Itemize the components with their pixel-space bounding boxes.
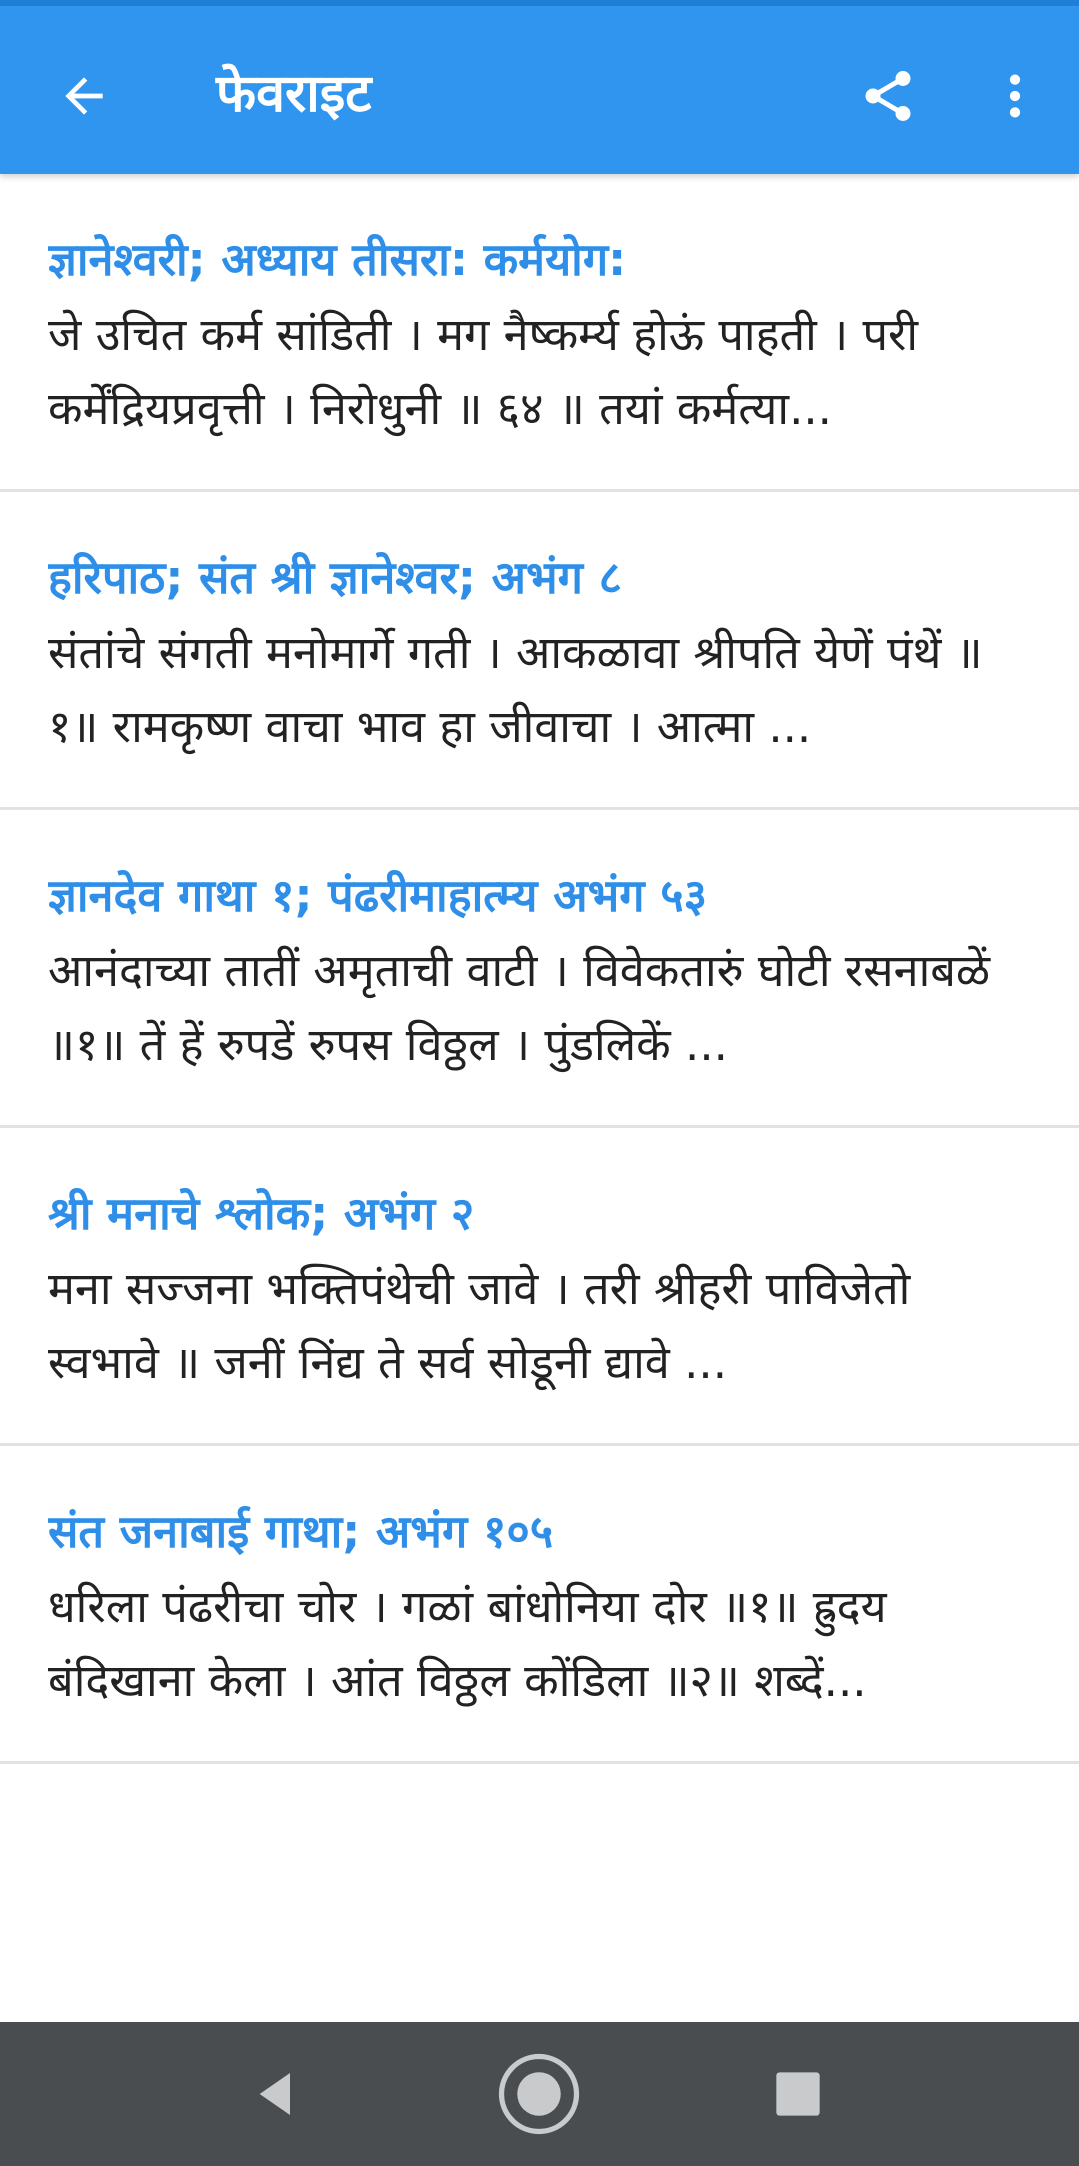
item-heading: संत जनाबाई गाथा; अभंग १०५: [48, 1505, 554, 1558]
list-item[interactable]: [0, 1446, 1079, 1764]
item-heading: श्री मनाचे श्लोक; अभंग २: [48, 1187, 475, 1240]
more-vert-icon: [987, 68, 1043, 124]
share-icon: [858, 66, 918, 126]
list-item[interactable]: [0, 1128, 1079, 1446]
page-title: फेवराइट: [216, 64, 372, 124]
item-excerpt: जे उचित कर्म सांडिती । मग नैष्कर्म्य होऊं पाहती । परी कर्मेंद्रियप्रवृत्ती । निरोधुनी ॥ ६४ ॥ तयां कर्मत्या...: [48, 308, 919, 435]
nav-recents-button[interactable]: [748, 2044, 848, 2144]
nav-home-circle-icon: [494, 2049, 584, 2139]
item-heading: हरिपाठ; संत श्री ज्ञानेश्वर; अभंग ८: [48, 551, 622, 604]
list-item[interactable]: [0, 810, 1079, 1128]
system-nav-bar: [0, 2022, 1079, 2166]
nav-back-button[interactable]: [226, 2044, 326, 2144]
favorites-list: [0, 174, 1079, 1764]
arrow-left-icon: [56, 68, 112, 124]
item-excerpt: संतांचे संगती मनोमार्गे गती । आकळावा श्रीपति येणें पंथें ॥१॥ रामकृष्ण वाचा भाव हा जीवाचा । आत्मा ...: [48, 626, 983, 753]
back-button[interactable]: [44, 56, 124, 136]
nav-recents-square-icon: [772, 2068, 824, 2120]
list-item[interactable]: [0, 492, 1079, 810]
item-heading: ज्ञानेश्वरी; अध्याय तीसरा: कर्मयोग:: [48, 233, 627, 286]
list-item[interactable]: [0, 174, 1079, 492]
item-heading: ज्ञानदेव गाथा १; पंढरीमाहात्म्य अभंग ५३: [48, 869, 708, 922]
item-excerpt: आनंदाच्या तातीं अमृताची वाटी । विवेकतारुं घोटी रसनाबळें ॥१॥ तें हें रुपडें रुपस विठ्ठल । पुंडलिकें ...: [48, 944, 991, 1071]
item-excerpt: मना सज्जना भक्तिपंथेची जावे । तरी श्रीहरी पाविजेतो स्वभावे ॥ जनीं निंद्य ते सर्व सोडूनी द्यावे ...: [48, 1262, 911, 1389]
app-bar: [0, 0, 1079, 174]
more-options-button[interactable]: [975, 56, 1055, 136]
nav-home-button[interactable]: [489, 2044, 589, 2144]
nav-back-triangle-icon: [248, 2066, 304, 2122]
item-excerpt: धरिला पंढरीचा चोर । गळां बांधोनिया दोर ॥१॥ ह्रुदय बंदिखाना केला । आंत विठ्ठल कोंडिला ॥२॥ शब्दें...: [48, 1580, 887, 1707]
share-button[interactable]: [848, 56, 928, 136]
